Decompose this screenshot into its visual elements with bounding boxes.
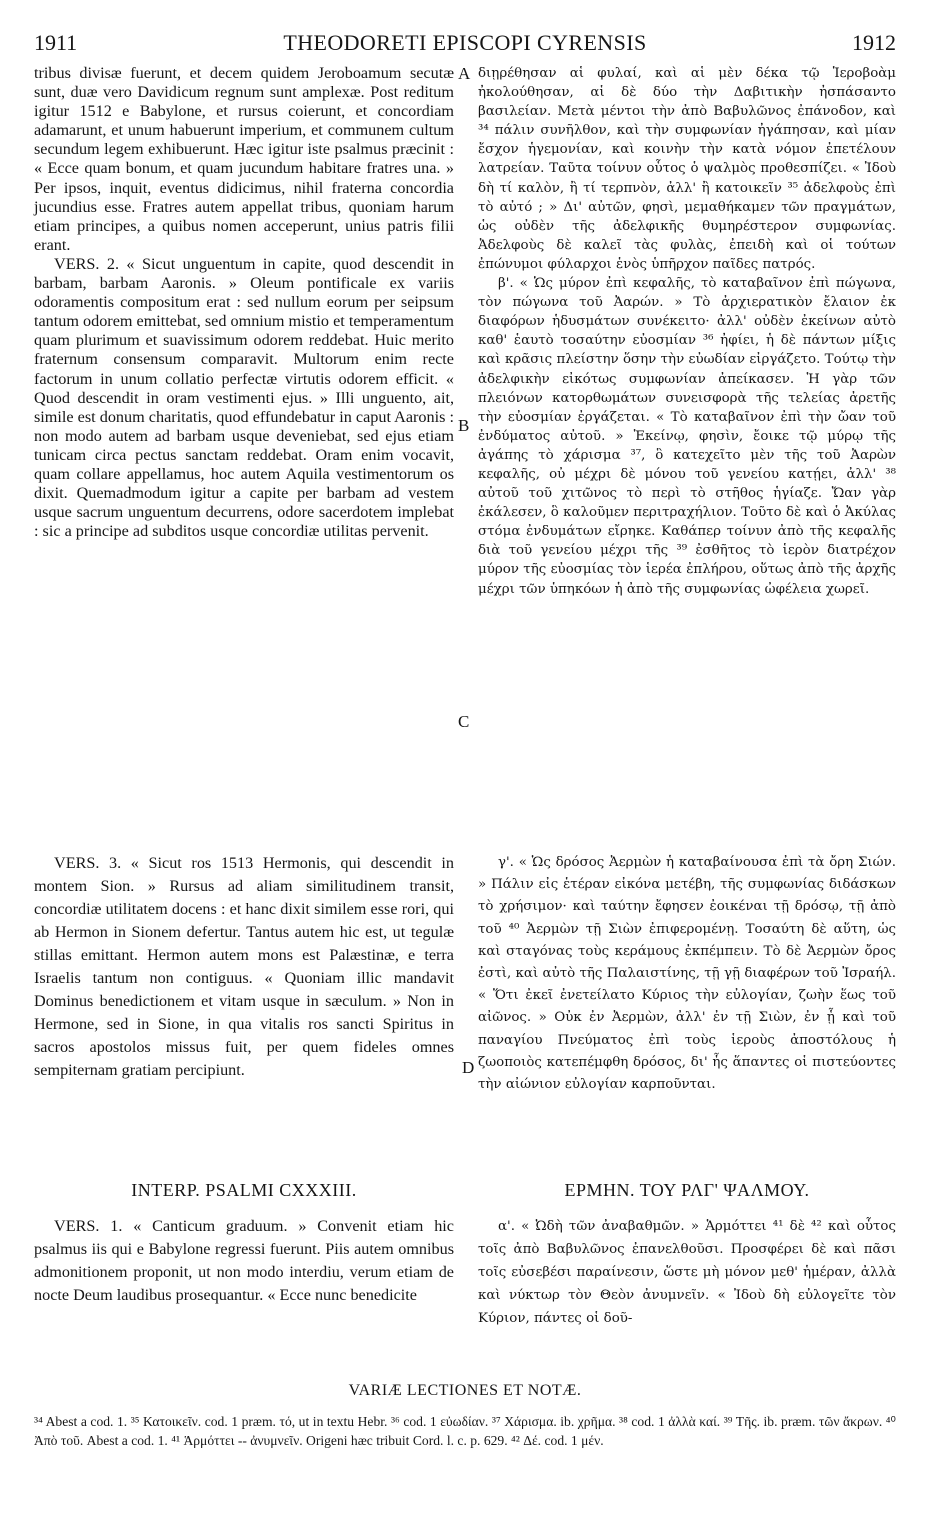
page-header [34, 30, 896, 60]
margin-letter-b: B [458, 416, 470, 435]
latin-column-bottom [34, 1215, 454, 1307]
latin-section-title: INTERP. PSALMI CXXXIII. [131, 1180, 357, 1200]
latin-paragraph: VERS. 1. « Canticum graduum. » Convenit etiam hic psalmus iis qui e Babylone regressi fuerunt. Piis autem omnibus admonitionem proponit, ut non modo interdiu, verum etiam de nocte Deum laudibus prosequantur. « Ecce nunc benedicite [34, 1217, 454, 1304]
notes-title: VARIÆ LECTIONES ET NOTÆ. [348, 1382, 582, 1399]
greek-paragraph: α'. « Ὠδὴ τῶν ἀναβαθμῶν. » Ἁρμόττει ⁴¹ δὲ ⁴² καὶ οὗτος τοῖς ἀπὸ Βαβυλῶνος ἐπανελθοῦσι. Προσφέρει δὲ καὶ πᾶσι τοῖς εὐσεβέσι παραίνεσιν, ὥστε μὴ μόνον μεθ' ἡμέραν, ἀλλὰ καὶ νύκτωρ τὸν Θεὸν ἀνυμνεῖν. « Ἰδοὺ δὴ εὐλογεῖτε τὸν Κύριον, πάντες οἱ δοῦ- [478, 1219, 896, 1326]
latin-paragraph: tribus divisæ fuerunt, et decem quidem Jeroboamum secutæ sunt, duæ vero Davidicum regnum sunt amplexæ. Post reditum igitur 1512 e Babylone, et rursus coierunt, et concordiam adamarunt, et unum habuerunt imperium, et communem cultum secundum legem exhibuerunt. Hæc igitur iste psalmus præcinit : « Ecce quam bonum, et quam jucundum habitare fratres una. » Per ipsos, inquit, eventus didicimus, nihil fraterna concordia jucundius esse. Fratres autem appellat tribus, quoniam harum etiam principes, a quibus nomen acceperunt, unius patris filii erant. [34, 64, 454, 254]
column-number-right: 1912 [852, 30, 896, 55]
greek-paragraph: γ'. « Ὡς δρόσος Ἀερμὼν ἡ καταβαίνουσα ἐπὶ τὰ ὄρη Σιών. » Πάλιν εἰς ἑτέραν εἰκόνα μετέβη, τῆς συμφωνίας διδάσκων τὸ χρήσιμον· καὶ ταύτην ἔφησεν ἐοικέναι τῇ δρόσῳ, τῇ ἀπὸ τοῦ ⁴⁰ Ἀερμὼν τῇ Σιὼν ἐπιφερομένῃ. Τοσαύτη δὲ αὕτη, ὡς καὶ σταγόνας τοὺς κεράμους ἐκπέμπειν. Τὸ δὲ Ἀερμὼν ὄρος ἐστὶ, καὶ αὐτὸ τῆς Παλαιστίνης, τῇ γῇ διαφέρων τοῦ Ἰσραήλ. « Ὅτι ἐκεῖ ἐνετείλατο Κύριος τὴν εὐλογίαν, ζωὴν ἕως τοῦ αἰῶνος. » Οὐκ ἐν Ἀερμὼν, ἀλλ' ἐν τῇ Σιὼν, ἐν ᾗ καὶ τοῦ παναγίου Πνεύματος ἐπὶ τοὺς ἱεροὺς ἀποστόλους ἡ ζωοποιὸς κατεπέμφθη δρόσος, δι' ἧς ἅπαντες οἱ πιστεύοντες τὴν αἰώνιον εὐλογίαν καρποῦνται. [478, 855, 896, 1093]
notes-text: ³⁴ Abest a cod. 1. ³⁵ Κατοικεῖν. cod. 1 præm. τό, ut in textu Hebr. ³⁶ cod. 1 εὐωδίαν. ³⁷ Χάρισμα. ib. χρῆμα. ³⁸ cod. 1 ἀλλὰ καί. ³⁹ Τῆς. ib. præm. τῶν ἄκρων. ⁴⁰ Ἀπὸ τοῦ. Abest a cod. 1. ⁴¹ Ἁρμόττει -- ἀνυμνεῖν. Origeni hæc tribuit Cord. l. c. p. 629. ⁴² Δέ. cod. 1 μέν. [34, 1414, 896, 1448]
latin-column-middle [34, 852, 454, 1082]
notes-block [34, 1412, 896, 1450]
latin-paragraph: VERS. 3. « Sicut ros 1513 Hermonis, qui descendit in montem Sion. » Rursus ad aliam similitudinem transit, concordiæ utilitatem docens : et hanc dixit similem esse rori, qui ab Hermon in Sionem defertur. Tantus autem hic est, ut tegulæ stillas emittant. Hermon autem mons est Palæstinæ, e terra Israelis tantum non contiguus. « Quoniam illic mandavit Dominus benedictionem et vitam usque in sæculum. » Non in Hermone, sed in Sione, in qua vitalis ros sancti Spiritus in sacros apostolos missus fuit, per quem fideles omnes sempiternam gratiam percipiunt. [34, 854, 454, 1079]
latin-paragraph: VERS. 2. « Sicut unguentum in capite, quod descendit in barbam, barbam Aaronis. » Oleum pontificale ex variis odoramentis compositum erat : sed nullum eorum per seipsum tantum odorem emittebat, sed omnium mistio et temperamentum quam plurimum et suavissimum odorem reddebat. Huic merito fraternum consensum comparavit. Multorum enim recte factorum in unum collatio perfectæ virtutis odorem efficit. « Quod descendit in oram vestimenti ejus. » Illi unguento, ait, simile est donum charitatis, quod effundebatur in caput Aaronis : non modo autem ad barbam usque deveniebat, sed ejus etiam tunicam circa pectus sanctam reddebat. Oram enim vocavit, quam collare appellamus, hoc autem Aquila vestimentorum os dixit. Quemadmodum igitur a capite per barbam ad vestem usque sacrum unguentum decurrens, odore sacerdotem implebat : sic a principe ad subditos usque concordiæ utilitas pervenit. [34, 254, 454, 541]
greek-column-bottom [478, 1215, 896, 1330]
running-title: THEODORETI EPISCOPI CYRENSIS [283, 30, 647, 55]
greek-paragraph: διῃρέθησαν αἱ φυλαί, καὶ αἱ μὲν δέκα τῷ Ἱεροβοὰμ ἠκολούθησαν, αἱ δὲ δύο τὴν Δαβιτικὴν ἠσπάσαντο βασιλείαν. Μετὰ μέντοι τὴν ἀπὸ Βαβυλῶνος ἐπάνοδον, καὶ ³⁴ πάλιν συνῆλθον, καὶ τὴν συμφωνίαν ἠγάπησαν, καὶ μίαν ἔσχον ἡγεμονίαν, καὶ κοινὴν τὴν κατὰ νόμον ἐπετέλουν λατρείαν. Ταῦτα τοίνυν οὗτος ὁ ψαλμὸς προθεσπίζει. « Ἰδοὺ δὴ τί καλὸν, ἢ τί τερπνὸν, ἀλλ' ἢ κατοικεῖν ³⁵ ἀδελφοὺς ἐπὶ τὸ αὐτό ; » Δι' αὐτῶν, φησὶ, μεμαθήκαμεν τῶν πραγμάτων, ὡς οὐδὲν τῆς ἀδελφικῆς θυμηρέστερον συμφωνίας. Ἀδελφοὺς δὲ καλεῖ τὰς φυλὰς, ἐπειδὴ καὶ οἱ τούτων ἐπώνυμοι φύλαρχοι ἑνὸς ὑπῆρχον παῖδες πατρός. [478, 66, 896, 272]
greek-column-middle [478, 852, 896, 1096]
margin-letter-c: C [458, 712, 470, 731]
greek-column-top [478, 64, 896, 834]
greek-section-title: ΕΡΜΗΝ. ΤΟΥ ΡΛΓ' ΨΑΛΜΟΥ. [564, 1180, 810, 1200]
margin-letter-a: A [458, 64, 471, 83]
greek-paragraph: β'. « Ὡς μύρον ἐπὶ κεφαλῆς, τὸ καταβαῖνον ἐπὶ πώγωνα, τὸν πώγωνα τοῦ Ἀαρών. » Τὸ ἀρχιερατικὸν ἔλαιον ἐκ διαφόρων ἡδυσμάτων συνέκειτο· ἀλλ' οὐδὲν ἐκείνων αὐτὸ καθ' ἑαυτὸ τοσαύτην εὐοσμίαν ³⁶ ἠφίει, ἡ δὲ πάντων μίξις καὶ κρᾶσις πλείστην ὅσην τὴν εὐωδίαν εἰργάζετο. Τούτῳ τὴν ἀδελφικὴν εἰκότως συμφωνίαν ἀπείκασεν. Ἡ γὰρ τῶν πλειόνων κατορθωμάτων συνεισφορὰ τῆς τελείας ἀρετῆς τὴν εὐοσμίαν ἐργάζεται. « Τὸ καταβαῖνον ἐπὶ τὴν ὤαν τοῦ ἐνδύματος αὐτοῦ. » Ἐκείνῳ, φησὶν, ἔοικε τῷ μύρῳ τῆς ἀγάπης τὸ χάρισμα ³⁷, ὃ κατεχεῖτο μὲν τῆς τοῦ Ἀαρὼν κεφαλῆς, οὐ μέχρι δὲ μόνου τοῦ γενείου κατῄει, ἀλλ' ³⁸ αὐτοῦ τοῦ χιτῶνος τὸ περὶ τὸ στῆθος ἡγίαζε. Ὤαν γὰρ ἐκάλεσεν, ὃ καλοῦμεν περιτραχήλιον. Τοῦτο δὲ καὶ ὁ Ἀκύλας στόμα ἐνδυμάτων εἴρηκε. Καθάπερ τοίνυν ἀπὸ τῆς κεφαλῆς διὰ τοῦ γενείου μέχρι τῆς ³⁹ ἐσθῆτος τὸ ἱερὸν διατρέχον μύρον τῆς εὐοσμίας τὸν ἱερέα ἐπλήρου, οὕτως ἀπὸ τῆς ἀρχῆς μέχρι τῶν ὑπηκόων ἡ ἀπὸ τῆς συμφωνίας ὠφέλεια χωρεῖ. [478, 276, 896, 597]
margin-letter-d: D [462, 1058, 475, 1077]
latin-column-top [34, 64, 454, 834]
column-number-left: 1911 [34, 30, 78, 55]
